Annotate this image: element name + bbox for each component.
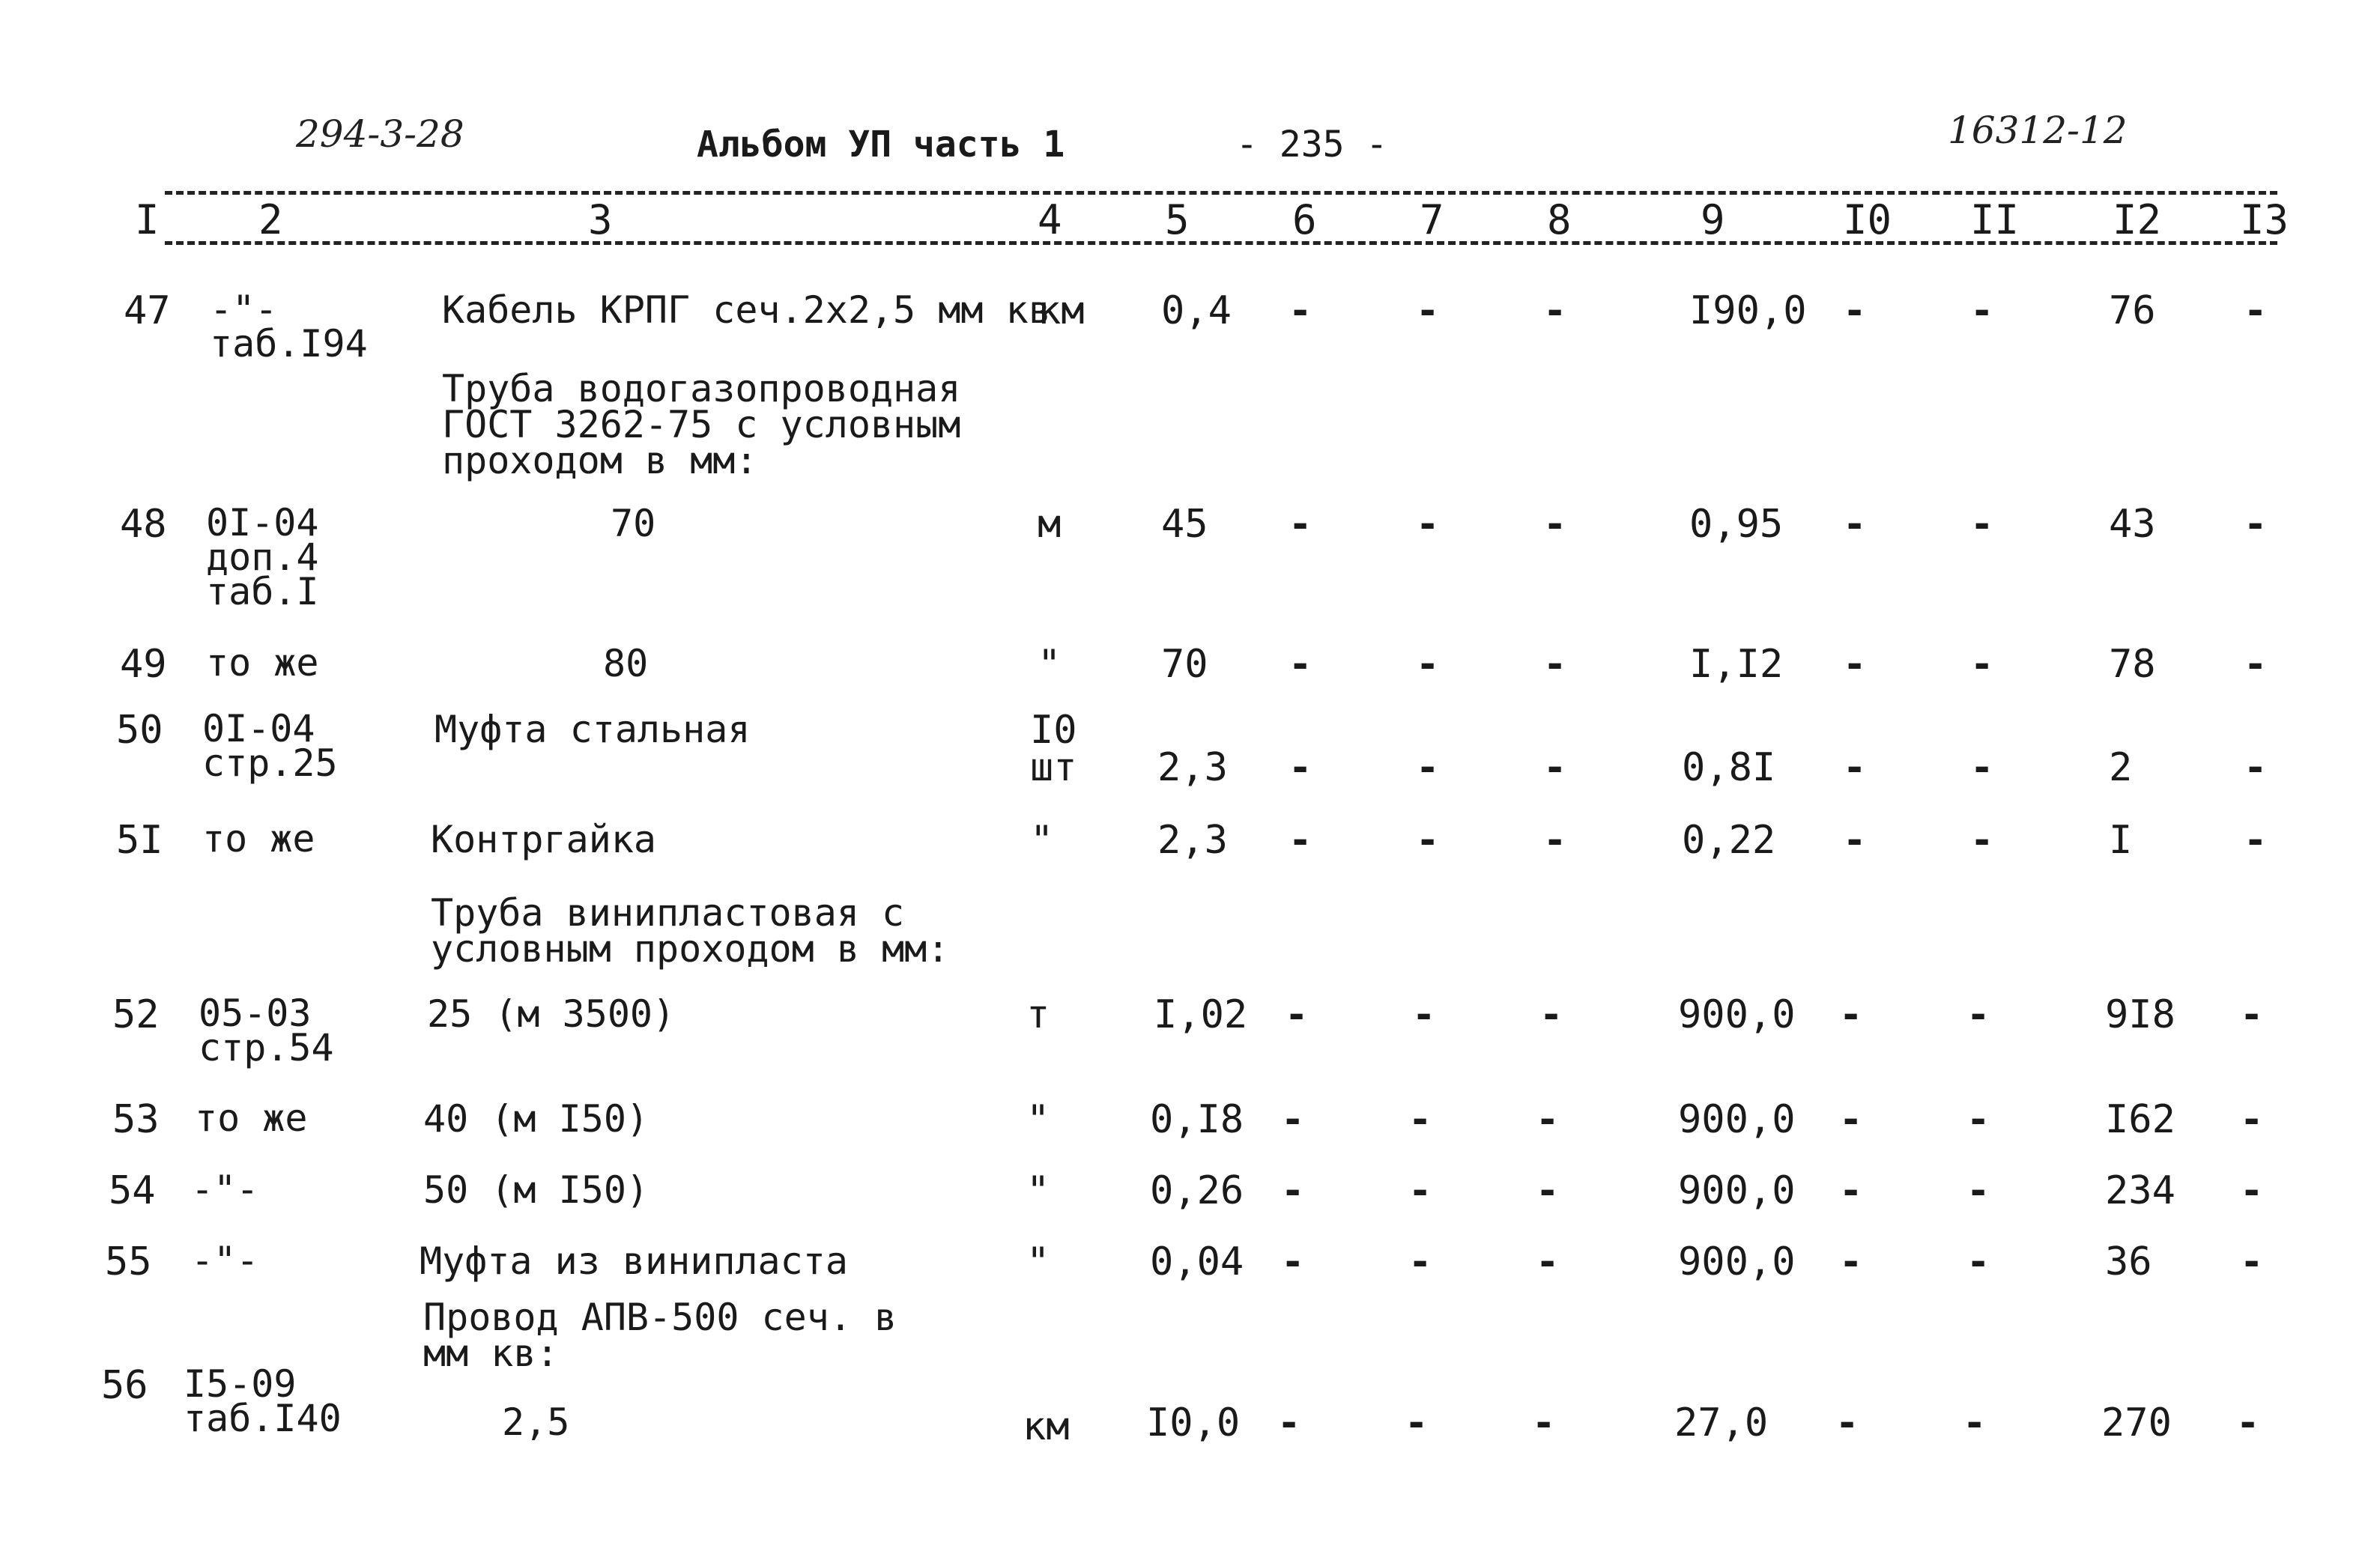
row-col7: - [1416,642,1440,687]
row-number: 54 [109,1168,156,1213]
row-col6: - [1285,992,1309,1037]
row-reference: I5-09 таб.I40 [184,1362,342,1440]
row-col9: 900,0 [1678,1239,1796,1284]
column-number: I2 [2113,196,2162,243]
row-col7: - [1416,502,1440,547]
row-col13: - [2240,1168,2264,1213]
row-description: Контргайка [431,818,657,861]
handwritten-code-left: 294-3-28 [296,112,464,156]
row-unit: " [1038,642,1062,687]
row-col12: 9I8 [2105,992,2175,1037]
row-col12: I62 [2105,1097,2175,1142]
row-col9: 0,22 [1682,818,1776,863]
row-reference: -"- [191,1168,259,1211]
row-col7: - [1408,1097,1432,1142]
row-col11: - [1966,1239,1990,1284]
row-col10: - [1839,1097,1863,1142]
row-col10: - [1843,745,1867,790]
row-description: 2,5 [502,1400,570,1444]
row-col7: - [1416,288,1440,333]
row-col7: - [1408,1168,1432,1213]
row-unit: " [1026,1239,1050,1284]
row-col11: - [1970,642,1994,687]
row-number: 50 [116,708,163,753]
row-col8: - [1532,1400,1556,1445]
row-col12: 2 [2109,745,2133,790]
row-quantity: 45 [1161,502,1208,547]
row-reference: то же [206,641,319,685]
column-number: 9 [1701,196,1725,243]
row-col12: 36 [2105,1239,2152,1284]
row-number: 5I [116,818,163,863]
row-col8: - [1539,992,1563,1037]
row-col10: - [1843,502,1867,547]
row-col10: - [1843,642,1867,687]
row-quantity: I0,0 [1146,1400,1241,1445]
row-col13: - [2240,1239,2264,1284]
row-unit: км [1038,288,1085,333]
row-reference: 05-03 стр.54 [199,992,334,1069]
row-col8: - [1543,288,1567,333]
row-unit: " [1026,1097,1050,1142]
subheading-water-gas-pipe: Труба водогазопроводная ГОСТ 3262-75 с условным проходом в мм: [442,367,961,482]
row-unit: м [1038,502,1062,547]
row-col6: - [1281,1097,1305,1142]
column-number: II [1970,196,2020,243]
row-description: 70 [611,502,656,545]
row-col7: - [1412,992,1436,1037]
row-description: Муфта из винипласта [420,1239,848,1283]
row-col10: - [1843,288,1867,333]
row-description: 25 (м 3500) [427,992,676,1036]
row-col7: - [1416,818,1440,863]
column-number: 6 [1292,196,1317,243]
row-quantity: 0,4 [1161,288,1232,333]
row-unit: " [1026,1168,1050,1213]
row-col9: I90,0 [1689,288,1807,333]
row-col9: 27,0 [1674,1400,1769,1445]
column-number: I0 [1843,196,1892,243]
column-number: 4 [1038,196,1062,243]
row-reference: 0I-04 доп.4 таб.I [206,501,319,613]
row-col8: - [1536,1097,1560,1142]
row-description: 40 (м I50) [423,1097,649,1141]
row-col8: - [1543,818,1567,863]
row-col6: - [1289,818,1312,863]
row-col13: - [2236,1400,2260,1445]
row-col10: - [1839,1168,1863,1213]
row-col10: - [1839,992,1863,1037]
row-col9: 0,95 [1689,502,1784,547]
row-col7: - [1408,1239,1432,1284]
header-rule-top [165,191,2277,195]
row-col12: 43 [2109,502,2156,547]
row-quantity: 0,I8 [1150,1097,1244,1142]
row-quantity: I,02 [1154,992,1248,1037]
row-quantity: 2,3 [1157,818,1228,863]
row-quantity: 70 [1161,642,1208,687]
row-unit: т [1026,992,1050,1037]
column-number: 2 [258,196,283,243]
row-col11: - [1966,992,1990,1037]
row-number: 53 [112,1097,160,1142]
row-quantity: 0,26 [1150,1168,1244,1213]
row-col13: - [2244,745,2268,790]
row-col6: - [1289,288,1312,333]
row-description: Муфта стальная [434,708,751,751]
row-col9: 900,0 [1678,1097,1796,1142]
row-col8: - [1543,745,1567,790]
row-col12: 234 [2105,1168,2175,1213]
row-col6: - [1281,1239,1305,1284]
row-number: 48 [120,502,167,547]
row-col13: - [2244,642,2268,687]
row-col6: - [1289,502,1312,547]
column-number: 3 [588,196,613,243]
row-reference: 0I-04 стр.25 [202,707,338,785]
row-unit: I0 шт [1030,708,1077,790]
row-unit: км [1023,1404,1070,1449]
subheading-vinyl-pipe: Труба винипластовая с условным проходом в мм: [431,891,950,971]
row-col11: - [1970,502,1994,547]
row-col11: - [1966,1097,1990,1142]
row-unit: " [1030,818,1054,863]
row-col6: - [1289,642,1312,687]
row-col13: - [2244,502,2268,547]
row-col11: - [1963,1400,1987,1445]
row-col7: - [1405,1400,1429,1445]
row-col6: - [1277,1400,1301,1445]
header-rule-bottom [165,241,2277,245]
row-reference: то же [195,1096,308,1140]
row-col12: 76 [2109,288,2156,333]
column-number: 7 [1420,196,1444,243]
column-number: 8 [1547,196,1572,243]
album-title: Альбом УП часть 1 [697,124,1065,166]
row-description: 50 (м I50) [423,1168,649,1212]
row-col12: 78 [2109,642,2156,687]
row-col10: - [1843,818,1867,863]
row-description: Кабель КРПГ сеч.2х2,5 мм кв [442,288,1051,332]
row-number: 56 [101,1363,148,1408]
row-col8: - [1536,1239,1560,1284]
row-description: 80 [603,642,649,685]
row-col10: - [1839,1239,1863,1284]
row-col9: I,I2 [1689,642,1784,687]
row-number: 52 [112,992,160,1037]
column-number: 5 [1165,196,1190,243]
row-col13: - [2240,992,2264,1037]
row-col13: - [2240,1097,2264,1142]
row-col10: - [1835,1400,1859,1445]
row-col8: - [1543,502,1567,547]
row-reference: -"- таб.I94 [210,288,368,365]
row-col9: 900,0 [1678,1168,1796,1213]
row-col13: - [2244,288,2268,333]
column-number: I3 [2240,196,2289,243]
row-number: 49 [120,642,167,687]
row-col6: - [1281,1168,1305,1213]
row-col12: 270 [2101,1400,2172,1445]
row-col12: I [2109,818,2133,863]
row-col6: - [1289,745,1312,790]
subheading-wire: Провод АПВ-500 сеч. в мм кв: [423,1296,897,1375]
row-reference: -"- [191,1239,259,1282]
row-reference: то же [202,817,315,861]
row-col9: 0,8I [1682,745,1776,790]
handwritten-code-right: 16312-12 [1948,109,2128,152]
row-col11: - [1970,288,1994,333]
row-col11: - [1970,818,1994,863]
row-col8: - [1543,642,1567,687]
row-quantity: 2,3 [1157,745,1228,790]
row-number: 55 [105,1239,152,1284]
column-number: I [135,196,160,243]
row-col11: - [1966,1168,1990,1213]
row-col11: - [1970,745,1994,790]
row-col8: - [1536,1168,1560,1213]
row-col7: - [1416,745,1440,790]
row-quantity: 0,04 [1150,1239,1244,1284]
row-col13: - [2244,818,2268,863]
row-number: 47 [124,288,171,333]
page-number: - 235 - [1236,124,1388,166]
row-col9: 900,0 [1678,992,1796,1037]
